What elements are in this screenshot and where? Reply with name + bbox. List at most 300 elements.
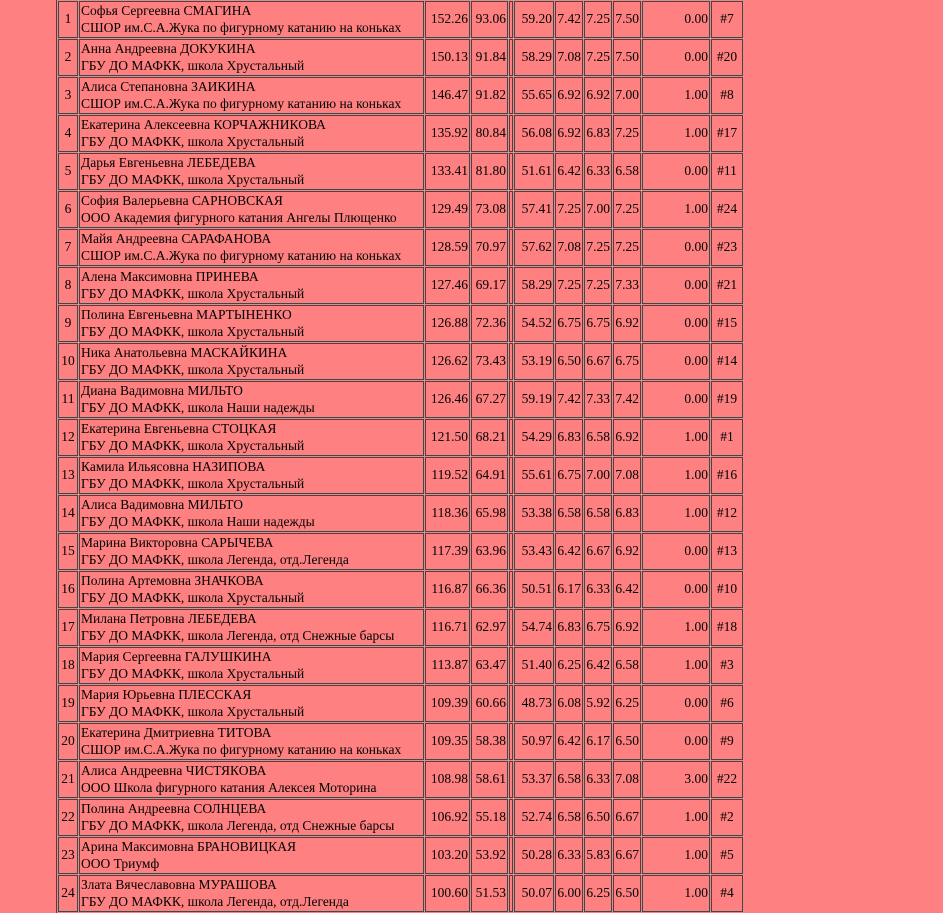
start-number-cell: #5 (711, 837, 743, 874)
deductions-cell: 0.00 (642, 39, 710, 76)
skater-cell (79, 191, 424, 228)
component-score-cell: 51.40 (514, 647, 554, 684)
table-row (58, 153, 743, 190)
place-cell: 21 (58, 761, 78, 798)
element-score-cell: 58.38 (471, 723, 508, 760)
element-score-cell: 63.96 (471, 533, 508, 570)
component-3-cell: 6.50 (613, 875, 641, 912)
total-score-cell: 146.47 (425, 77, 470, 114)
table-row (58, 305, 743, 342)
spacer-cell (509, 495, 513, 532)
component-score-cell: 59.19 (514, 381, 554, 418)
skater-cell (79, 77, 424, 114)
skater-name: Алиса Вадимовна МИЛЬТО (81, 497, 244, 512)
component-3-cell: 6.25 (613, 685, 641, 722)
table-row (58, 419, 743, 456)
component-score-cell: 50.28 (514, 837, 554, 874)
element-score-cell: 63.47 (471, 647, 508, 684)
element-score-cell: 73.08 (471, 191, 508, 228)
component-2-cell: 6.50 (584, 799, 612, 836)
spacer-cell (509, 647, 513, 684)
component-1-cell: 7.08 (555, 229, 583, 266)
skater-cell (79, 609, 424, 646)
component-1-cell: 6.58 (555, 761, 583, 798)
deductions-cell: 1.00 (642, 191, 710, 228)
skater-name: Мария Сергеевна ГАЛУШКИНА (81, 649, 272, 664)
start-number-cell: #1 (711, 419, 743, 456)
component-2-cell: 6.83 (584, 115, 612, 152)
table-row (58, 457, 743, 494)
skater-club: ГБУ ДО МАФКК, школа Хрустальный (81, 475, 305, 491)
component-2-cell: 7.25 (584, 267, 612, 304)
component-3-cell: 7.50 (613, 1, 641, 38)
total-score-cell: 127.46 (425, 267, 470, 304)
skater-name: Милана Петровна ЛЕБЕДЕВА (81, 611, 257, 626)
skater-club: ГБУ ДО МАФКК, школа Хрустальный (81, 285, 305, 301)
deductions-cell: 1.00 (642, 875, 710, 912)
component-1-cell: 6.33 (555, 837, 583, 874)
skater-cell (79, 39, 424, 76)
component-1-cell: 6.58 (555, 495, 583, 532)
skater-club: СШОР им.С.А.Жука по фигурному катанию на коньках (81, 741, 402, 757)
skater-cell (79, 115, 424, 152)
component-1-cell: 6.50 (555, 343, 583, 380)
component-score-cell: 50.51 (514, 571, 554, 608)
place-cell: 4 (58, 115, 78, 152)
table-row (58, 77, 743, 114)
component-3-cell: 7.08 (613, 457, 641, 494)
skater-cell (79, 571, 424, 608)
component-2-cell: 7.00 (584, 191, 612, 228)
skater-cell (79, 685, 424, 722)
component-1-cell: 6.58 (555, 799, 583, 836)
element-score-cell: 68.21 (471, 419, 508, 456)
deductions-cell: 3.00 (642, 761, 710, 798)
skater-name: Ника Анатольевна МАСКАЙКИНА (81, 345, 288, 360)
table-row (58, 1, 743, 38)
element-score-cell: 67.27 (471, 381, 508, 418)
total-score-cell: 103.20 (425, 837, 470, 874)
place-cell: 20 (58, 723, 78, 760)
skater-name: Екатерина Евгеньевна СТОЦКАЯ (81, 421, 277, 436)
deductions-cell: 1.00 (642, 647, 710, 684)
skater-club: ООО Триумф (81, 855, 160, 871)
component-1-cell: 6.83 (555, 609, 583, 646)
deductions-cell: 0.00 (642, 153, 710, 190)
element-score-cell: 64.91 (471, 457, 508, 494)
component-3-cell: 7.25 (613, 191, 641, 228)
place-cell: 12 (58, 419, 78, 456)
component-2-cell: 6.33 (584, 761, 612, 798)
component-2-cell: 7.25 (584, 1, 612, 38)
element-score-cell: 55.18 (471, 799, 508, 836)
start-number-cell: #15 (711, 305, 743, 342)
start-number-cell: #20 (711, 39, 743, 76)
skater-club: ГБУ ДО МАФКК, школа Наши надежды (81, 513, 315, 529)
spacer-cell (509, 799, 513, 836)
skater-club: ГБУ ДО МАФКК, школа Легенда, отд Снежные барсы (81, 627, 395, 643)
component-1-cell: 6.42 (555, 533, 583, 570)
start-number-cell: #17 (711, 115, 743, 152)
element-score-cell: 65.98 (471, 495, 508, 532)
table-row (58, 39, 743, 76)
skater-club: СШОР им.С.А.Жука по фигурному катанию на коньках (81, 19, 402, 35)
spacer-cell (509, 723, 513, 760)
component-score-cell: 54.74 (514, 609, 554, 646)
component-score-cell: 56.08 (514, 115, 554, 152)
component-2-cell: 6.67 (584, 533, 612, 570)
spacer-cell (509, 191, 513, 228)
component-1-cell: 6.17 (555, 571, 583, 608)
element-score-cell: 72.36 (471, 305, 508, 342)
skater-cell (79, 305, 424, 342)
component-3-cell: 6.92 (613, 419, 641, 456)
component-1-cell: 6.83 (555, 419, 583, 456)
component-1-cell: 6.92 (555, 115, 583, 152)
component-2-cell: 7.25 (584, 229, 612, 266)
component-3-cell: 6.83 (613, 495, 641, 532)
total-score-cell: 109.39 (425, 685, 470, 722)
total-score-cell: 150.13 (425, 39, 470, 76)
skater-cell (79, 647, 424, 684)
skater-name: Мария Юрьевна ПЛЕССКАЯ (81, 687, 252, 702)
place-cell: 9 (58, 305, 78, 342)
spacer-cell (509, 837, 513, 874)
element-score-cell: 91.84 (471, 39, 508, 76)
skater-name: Полина Андреевна СОЛНЦЕВА (81, 801, 267, 816)
component-score-cell: 52.74 (514, 799, 554, 836)
element-score-cell: 81.80 (471, 153, 508, 190)
spacer-cell (509, 115, 513, 152)
start-number-cell: #10 (711, 571, 743, 608)
start-number-cell: #18 (711, 609, 743, 646)
start-number-cell: #21 (711, 267, 743, 304)
table-row (58, 533, 743, 570)
element-score-cell: 58.61 (471, 761, 508, 798)
deductions-cell: 0.00 (642, 571, 710, 608)
component-3-cell: 6.42 (613, 571, 641, 608)
table-row (58, 609, 743, 646)
place-cell: 3 (58, 77, 78, 114)
component-3-cell: 6.92 (613, 533, 641, 570)
start-number-cell: #8 (711, 77, 743, 114)
spacer-cell (509, 1, 513, 38)
element-score-cell: 73.43 (471, 343, 508, 380)
total-score-cell: 106.92 (425, 799, 470, 836)
skater-cell (79, 723, 424, 760)
skater-club: ГБУ ДО МАФКК, школа Легенда, отд.Легенда (81, 551, 349, 567)
skater-club: ГБУ ДО МАФКК, школа Хрустальный (81, 437, 305, 453)
element-score-cell: 93.06 (471, 1, 508, 38)
component-2-cell: 6.17 (584, 723, 612, 760)
total-score-cell: 126.62 (425, 343, 470, 380)
skater-club: ГБУ ДО МАФКК, школа Наши надежды (81, 399, 315, 415)
place-cell: 24 (58, 875, 78, 912)
place-cell: 23 (58, 837, 78, 874)
total-score-cell: 126.46 (425, 381, 470, 418)
start-number-cell: #14 (711, 343, 743, 380)
component-1-cell: 6.42 (555, 723, 583, 760)
skater-cell (79, 495, 424, 532)
start-number-cell: #3 (711, 647, 743, 684)
total-score-cell: 116.71 (425, 609, 470, 646)
component-1-cell: 7.42 (555, 1, 583, 38)
table-row (58, 229, 743, 266)
component-score-cell: 53.38 (514, 495, 554, 532)
table-row (58, 191, 743, 228)
place-cell: 17 (58, 609, 78, 646)
skater-name: Полина Артемовна ЗНАЧКОВА (81, 573, 264, 588)
total-score-cell: 119.52 (425, 457, 470, 494)
component-score-cell: 51.61 (514, 153, 554, 190)
table-row (58, 267, 743, 304)
component-1-cell: 7.25 (555, 267, 583, 304)
skater-cell (79, 229, 424, 266)
component-2-cell: 6.75 (584, 305, 612, 342)
skater-cell (79, 343, 424, 380)
start-number-cell: #11 (711, 153, 743, 190)
deductions-cell: 1.00 (642, 609, 710, 646)
deductions-cell: 1.00 (642, 495, 710, 532)
table-row (58, 685, 743, 722)
total-score-cell: 113.87 (425, 647, 470, 684)
skater-name: Алиса Степановна ЗАИКИНА (81, 79, 256, 94)
component-3-cell: 6.67 (613, 799, 641, 836)
component-1-cell: 6.00 (555, 875, 583, 912)
component-2-cell: 6.33 (584, 153, 612, 190)
place-cell: 6 (58, 191, 78, 228)
place-cell: 13 (58, 457, 78, 494)
component-1-cell: 6.08 (555, 685, 583, 722)
component-3-cell: 7.08 (613, 761, 641, 798)
element-score-cell: 91.82 (471, 77, 508, 114)
table-row (58, 343, 743, 380)
deductions-cell: 1.00 (642, 457, 710, 494)
skater-cell (79, 799, 424, 836)
spacer-cell (509, 419, 513, 456)
deductions-cell: 0.00 (642, 381, 710, 418)
deductions-cell: 0.00 (642, 533, 710, 570)
place-cell: 22 (58, 799, 78, 836)
place-cell: 7 (58, 229, 78, 266)
table-row (58, 761, 743, 798)
skater-club: ГБУ ДО МАФКК, школа Хрустальный (81, 171, 305, 187)
deductions-cell: 1.00 (642, 419, 710, 456)
table-row (58, 837, 743, 874)
skater-club: ГБУ ДО МАФКК, школа Хрустальный (81, 133, 305, 149)
component-score-cell: 54.52 (514, 305, 554, 342)
total-score-cell: 108.98 (425, 761, 470, 798)
component-2-cell: 5.83 (584, 837, 612, 874)
total-score-cell: 117.39 (425, 533, 470, 570)
place-cell: 5 (58, 153, 78, 190)
skater-name: Софья Сергеевна СМАГИНА (81, 3, 252, 18)
element-score-cell: 60.66 (471, 685, 508, 722)
skater-name: Диана Вадимовна МИЛЬТО (81, 383, 243, 398)
skater-name: Дарья Евгеньевна ЛЕБЕДЕВА (81, 155, 256, 170)
skater-cell (79, 419, 424, 456)
component-3-cell: 7.33 (613, 267, 641, 304)
element-score-cell: 69.17 (471, 267, 508, 304)
skater-cell (79, 1, 424, 38)
start-number-cell: #22 (711, 761, 743, 798)
skater-cell (79, 153, 424, 190)
total-score-cell: 152.26 (425, 1, 470, 38)
start-number-cell: #16 (711, 457, 743, 494)
start-number-cell: #24 (711, 191, 743, 228)
skater-club: СШОР им.С.А.Жука по фигурному катанию на коньках (81, 95, 402, 111)
skater-name: Анна Андреевна ДОКУКИНА (81, 41, 256, 56)
start-number-cell: #2 (711, 799, 743, 836)
spacer-cell (509, 761, 513, 798)
spacer-cell (509, 571, 513, 608)
deductions-cell: 0.00 (642, 229, 710, 266)
component-3-cell: 6.92 (613, 305, 641, 342)
component-2-cell: 5.92 (584, 685, 612, 722)
total-score-cell: 100.60 (425, 875, 470, 912)
deductions-cell: 0.00 (642, 343, 710, 380)
place-cell: 2 (58, 39, 78, 76)
skater-club: ГБУ ДО МАФКК, школа Легенда, отд Снежные барсы (81, 817, 395, 833)
deductions-cell: 0.00 (642, 1, 710, 38)
table-row (58, 875, 743, 912)
component-3-cell: 7.00 (613, 77, 641, 114)
spacer-cell (509, 685, 513, 722)
skater-cell (79, 457, 424, 494)
component-3-cell: 6.67 (613, 837, 641, 874)
total-score-cell: 116.87 (425, 571, 470, 608)
place-cell: 10 (58, 343, 78, 380)
skater-name: Алена Максимовна ПРИНЕВА (81, 269, 259, 284)
spacer-cell (509, 457, 513, 494)
table-row (58, 723, 743, 760)
skater-club: ГБУ ДО МАФКК, школа Хрустальный (81, 703, 305, 719)
skater-name: Полина Евгеньевна МАРТЫНЕНКО (81, 307, 292, 322)
deductions-cell: 0.00 (642, 267, 710, 304)
start-number-cell: #19 (711, 381, 743, 418)
start-number-cell: #23 (711, 229, 743, 266)
component-2-cell: 6.25 (584, 875, 612, 912)
place-cell: 16 (58, 571, 78, 608)
place-cell: 18 (58, 647, 78, 684)
start-number-cell: #6 (711, 685, 743, 722)
place-cell: 19 (58, 685, 78, 722)
component-2-cell: 6.42 (584, 647, 612, 684)
skater-name: Екатерина Дмитриевна ТИТОВА (81, 725, 272, 740)
component-2-cell: 6.75 (584, 609, 612, 646)
skater-name: Марина Викторовна САРЫЧЕВА (81, 535, 274, 550)
spacer-cell (509, 77, 513, 114)
spacer-cell (509, 609, 513, 646)
skater-cell (79, 875, 424, 912)
results-body (58, 1, 743, 912)
element-score-cell: 53.92 (471, 837, 508, 874)
component-3-cell: 6.50 (613, 723, 641, 760)
deductions-cell: 1.00 (642, 837, 710, 874)
component-1-cell: 6.25 (555, 647, 583, 684)
component-score-cell: 59.20 (514, 1, 554, 38)
component-score-cell: 54.29 (514, 419, 554, 456)
total-score-cell: 135.92 (425, 115, 470, 152)
element-score-cell: 80.84 (471, 115, 508, 152)
component-3-cell: 6.75 (613, 343, 641, 380)
component-1-cell: 6.75 (555, 305, 583, 342)
component-3-cell: 7.50 (613, 39, 641, 76)
skater-club: ГБУ ДО МАФКК, школа Хрустальный (81, 57, 305, 73)
skater-name: София Валерьевна САРНОВСКАЯ (81, 193, 283, 208)
total-score-cell: 129.49 (425, 191, 470, 228)
skater-name: Злата Вячеславовна МУРАШОВА (81, 877, 277, 892)
skater-cell (79, 267, 424, 304)
spacer-cell (509, 153, 513, 190)
spacer-cell (509, 39, 513, 76)
component-score-cell: 53.37 (514, 761, 554, 798)
component-score-cell: 57.62 (514, 229, 554, 266)
place-cell: 14 (58, 495, 78, 532)
deductions-cell: 0.00 (642, 685, 710, 722)
skater-cell (79, 837, 424, 874)
spacer-cell (509, 875, 513, 912)
skater-club: ООО Академия фигурного катания Ангелы Плющенко (81, 209, 397, 225)
table-row (58, 495, 743, 532)
results-table (56, 0, 744, 913)
spacer-cell (509, 267, 513, 304)
skater-name: Арина Максимовна БРАНОВИЦКАЯ (81, 839, 297, 854)
component-3-cell: 6.58 (613, 153, 641, 190)
element-score-cell: 66.36 (471, 571, 508, 608)
component-2-cell: 7.25 (584, 39, 612, 76)
skater-club: ГБУ ДО МАФКК, школа Хрустальный (81, 589, 305, 605)
skater-club: ГБУ ДО МАФКК, школа Хрустальный (81, 665, 305, 681)
component-1-cell: 7.08 (555, 39, 583, 76)
start-number-cell: #9 (711, 723, 743, 760)
table-row (58, 571, 743, 608)
component-score-cell: 55.61 (514, 457, 554, 494)
component-score-cell: 57.41 (514, 191, 554, 228)
component-3-cell: 7.25 (613, 115, 641, 152)
start-number-cell: #12 (711, 495, 743, 532)
start-number-cell: #13 (711, 533, 743, 570)
component-1-cell: 6.75 (555, 457, 583, 494)
total-score-cell: 118.36 (425, 495, 470, 532)
component-2-cell: 6.67 (584, 343, 612, 380)
place-cell: 11 (58, 381, 78, 418)
component-3-cell: 7.25 (613, 229, 641, 266)
skater-club: ГБУ ДО МАФКК, школа Легенда, отд.Легенда (81, 893, 349, 909)
component-2-cell: 6.58 (584, 495, 612, 532)
deductions-cell: 0.00 (642, 305, 710, 342)
table-row (58, 799, 743, 836)
component-score-cell: 55.65 (514, 77, 554, 114)
deductions-cell: 1.00 (642, 115, 710, 152)
component-3-cell: 6.92 (613, 609, 641, 646)
table-row (58, 381, 743, 418)
component-2-cell: 7.00 (584, 457, 612, 494)
component-score-cell: 53.19 (514, 343, 554, 380)
skater-name: Екатерина Алексеевна КОРЧАЖНИКОВА (81, 117, 326, 132)
component-1-cell: 7.25 (555, 191, 583, 228)
component-1-cell: 7.42 (555, 381, 583, 418)
total-score-cell: 133.41 (425, 153, 470, 190)
component-2-cell: 6.33 (584, 571, 612, 608)
total-score-cell: 126.88 (425, 305, 470, 342)
component-score-cell: 58.29 (514, 39, 554, 76)
component-score-cell: 50.07 (514, 875, 554, 912)
skater-name: Камила Ильясовна НАЗИПОВА (81, 459, 266, 474)
total-score-cell: 109.35 (425, 723, 470, 760)
component-2-cell: 6.58 (584, 419, 612, 456)
component-3-cell: 7.42 (613, 381, 641, 418)
